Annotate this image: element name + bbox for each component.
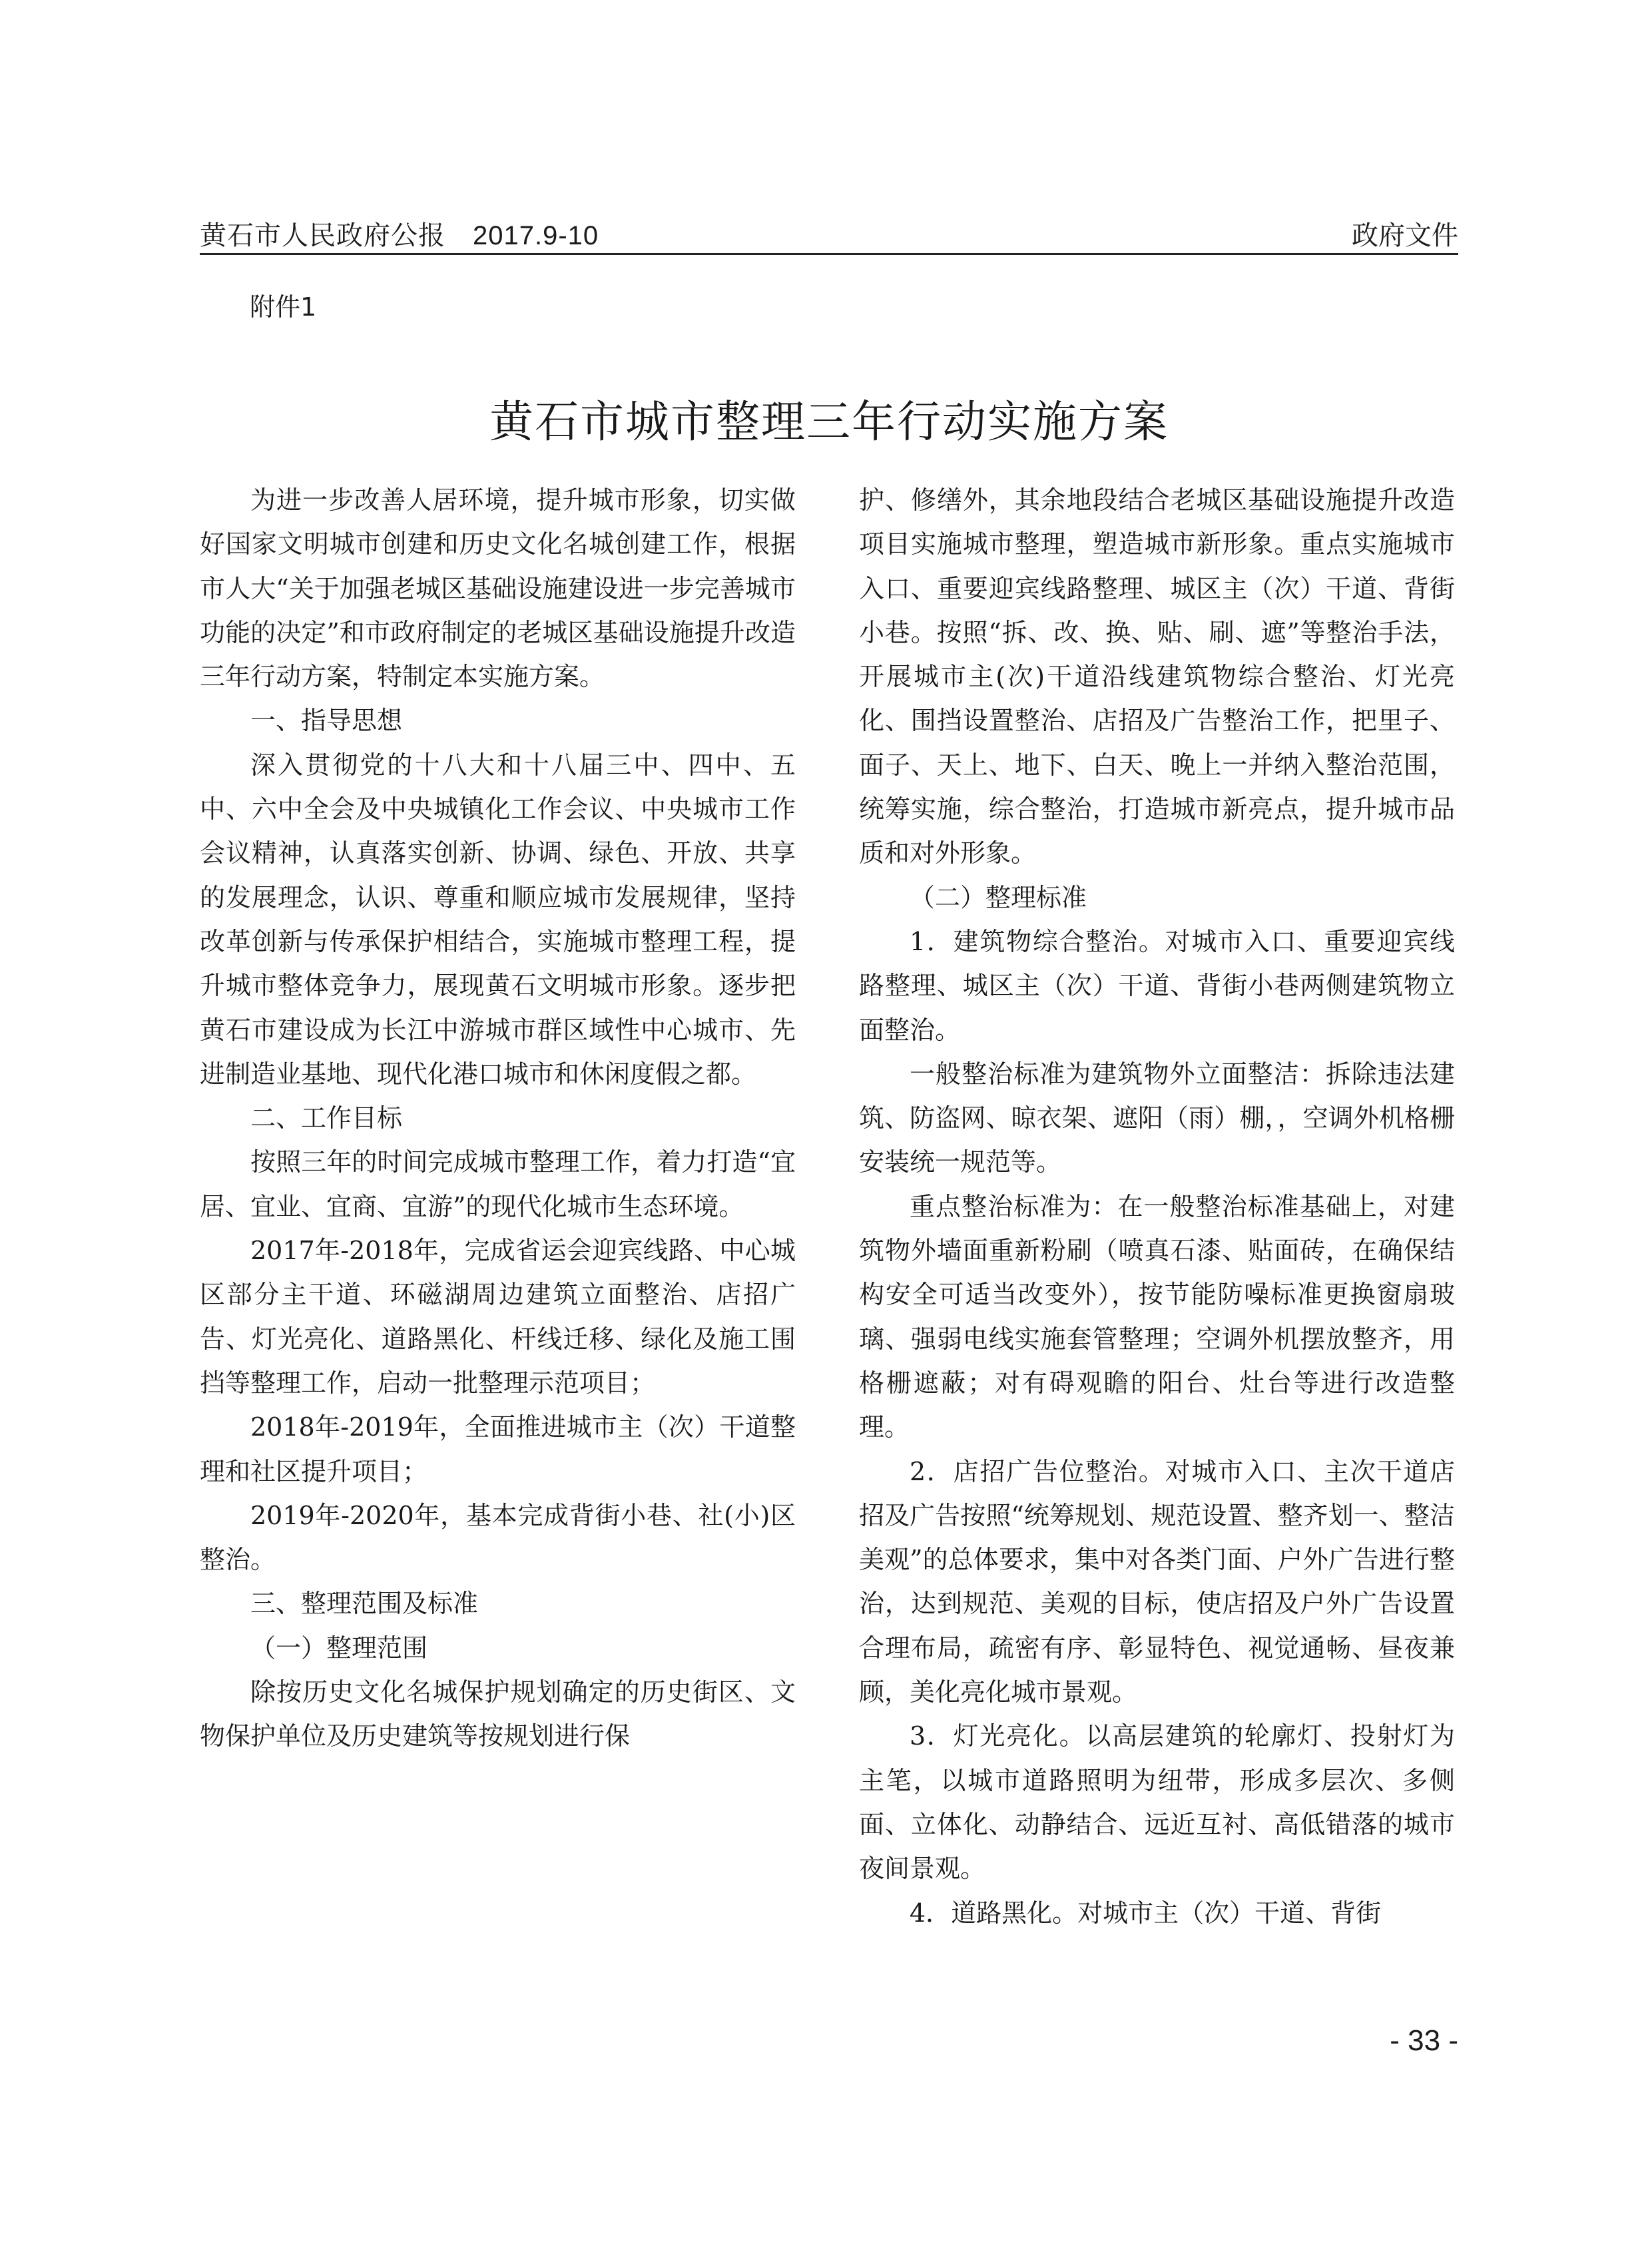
attachment-label: 附件1 [250,292,317,322]
section-name: 政府文件 [1352,221,1458,250]
paragraph: 除按历史文化名城保护规划确定的历史街区、文物保护单位及历史建筑等按规划进行保 [200,1677,796,1751]
paragraph: 3．灯光亮化。以高层建筑的轮廓灯、投射灯为主笔，以城市道路照明为纽带，形成多层次、多侧面、立体化、动静结合、远近互衬、高低错落的城市夜间景观。 [859,1721,1455,1884]
document-title: 黄石市城市整理三年行动实施方案 [489,396,1169,447]
paragraph: 2017年-2018年，完成省运会迎宾线路、中心城区部分主干道、环磁湖周边建筑立面整治、店招广告、灯光亮化、道路黑化、杆线迁移、绿化及施工围挡等整理工作，启动一批整理示范项目； [200,1236,796,1398]
paragraph: 2019年-2020年，基本完成背街小巷、社(小)区整治。 [200,1500,796,1575]
paragraph: 2．店招广告位整治。对城市入口、主次干道店招及广告按照“统筹规划、规范设置、整齐划一、整洁美观”的总体要求，集中对各类门面、户外广告进行整治，达到规范、美观的目标，使店招及户外广告设置合理布局，疏密有序、彰显特色、视觉通畅、昼夜兼顾，美化亮化城市景观。 [859,1456,1455,1707]
paragraph: 为进一步改善人居环境，提升城市形象，切实做好国家文明城市创建和历史文化名城创建工作，根据市人大“关于加强老城区基础设施建设进一步完善城市功能的决定”和市政府制定的老城区基础设施提升改造三年行动方案，特制定本实施方案。 [200,485,796,692]
paragraph: 4．道路黑化。对城市主（次）干道、背街 [910,1898,1382,1928]
paragraph: 按照三年的时间完成城市整理工作，着力打造“宜居、宜业、宜商、宜游”的现代化城市生态环境。 [200,1147,796,1221]
section-heading: 三、整理范围及标准 [250,1589,479,1619]
paragraph: 护、修缮外，其余地段结合老城区基础设施提升改造项目实施城市整理，塑造城市新形象。重点实施城市入口、重要迎宾线路整理、城区主（次）干道、背街小巷。按照“拆、改、换、贴、刷、遮”等整治手法，开展城市主(次)干道沿线建筑物综合整治、灯光亮化、围挡设置整治、店招及广告整治工作，把里子、面子、天上、地下、白天、晚上一并纳入整治范围，统筹实施，综合整治，打造城市新亮点，提升城市品质和对外形象。 [859,485,1455,868]
publication-info: 黄石市人民政府公报 2017.9-10 [200,221,599,250]
section-heading: 一、指导思想 [250,706,403,736]
paragraph: （一）整理范围 [250,1633,428,1663]
right-column [859,478,1455,1935]
paragraph: 一般整治标准为建筑物外立面整洁：拆除违法建筑、防盗网、晾衣架、遮阳（雨）棚，，空调外机格栅安装统一规范等。 [859,1059,1455,1177]
paragraph: （二）整理标准 [910,882,1087,912]
paragraph: 深入贯彻党的十八大和十八届三中、四中、五中、六中全会及中央城镇化工作会议、中央城市工作会议精神，认真落实创新、协调、绿色、开放、共享的发展理念，认识、尊重和顺应城市发展规律，坚持改革创新与传承保护相结合，实施城市整理工程，提升城市整体竞争力，展现黄石文明城市形象。逐步把黄石市建设成为长江中游城市群区域性中心城市、先进制造业基地、现代化港口城市和休闲度假之都。 [200,750,796,1089]
running-header [200,212,1458,255]
paragraph: 2018年-2019年，全面推进城市主（次）干道整理和社区提升项目； [200,1412,796,1486]
paragraph: 重点整治标准为：在一般整治标准基础上，对建筑物外墙面重新粉刷（喷真石漆、贴面砖，在确保结构安全可适当改变外），按节能防噪标准更换窗扇玻璃、强弱电线实施套管整理；空调外机摆放整齐，用格栅遮蔽；对有碍观瞻的阳台、灶台等进行改造整理。 [859,1191,1455,1442]
paragraph: 1．建筑物综合整治。对城市入口、重要迎宾线路整理、城区主（次）干道、背街小巷两侧建筑物立面整治。 [859,926,1455,1045]
page-number: - 33 - [1390,2024,1458,2057]
section-heading: 二、工作目标 [250,1103,403,1133]
left-column [200,478,796,1759]
